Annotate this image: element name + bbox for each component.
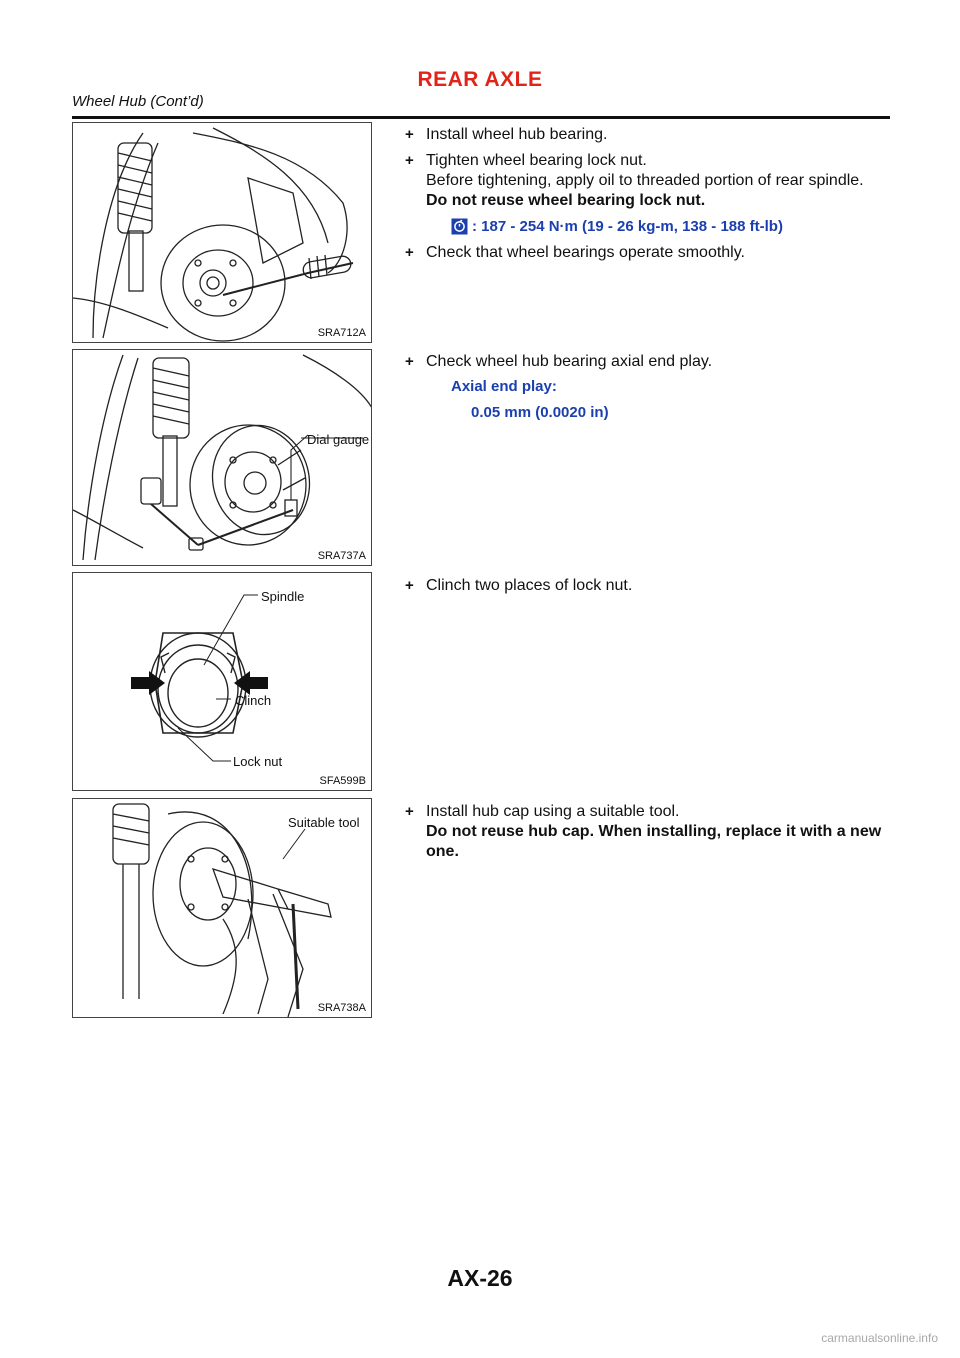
lock-nut-clinch-illustration xyxy=(73,573,372,791)
bullet: + xyxy=(405,152,414,169)
label-dial-gauge: Dial gauge xyxy=(307,432,370,447)
step-list-2 xyxy=(405,352,890,429)
figure-code: SRA712A xyxy=(317,327,366,339)
step-text: Check that wheel bearings operate smoothly. xyxy=(426,244,745,261)
step-text: Install wheel hub bearing. xyxy=(426,126,608,143)
figure-sra712a xyxy=(72,122,372,343)
bullet: + xyxy=(405,577,414,594)
torque-value: : 187 - 254 N·m (19 - 26 kg-m, 138 - 188 ft-lb) xyxy=(472,218,783,235)
step-item xyxy=(405,352,890,423)
torque-wrench-icon xyxy=(451,218,468,235)
section-title: REAR AXLE xyxy=(417,68,543,91)
figure-code: SRA737A xyxy=(317,550,366,562)
bullet: + xyxy=(405,126,414,143)
figure-sfa599b xyxy=(72,572,372,791)
figure-sra737a xyxy=(72,349,372,566)
header-divider xyxy=(72,116,890,119)
watermark: carmanualsonline.info xyxy=(821,1331,938,1345)
step-list-4 xyxy=(405,802,890,868)
step-text: Tighten wheel bearing lock nut. xyxy=(426,152,647,169)
label-spindle: Spindle xyxy=(261,589,305,604)
label-suitable-tool: Suitable tool xyxy=(288,815,360,830)
step-item xyxy=(405,125,890,145)
dial-gauge-illustration xyxy=(73,350,372,566)
step-text: Clinch two places of lock nut. xyxy=(426,577,633,594)
step-list-3 xyxy=(405,576,890,602)
bullet: + xyxy=(405,244,414,261)
step-text: Install hub cap using a suitable tool. xyxy=(426,803,680,820)
hub-cap-install-illustration xyxy=(73,799,372,1018)
spec-label: Axial end play: xyxy=(451,378,557,395)
figure-sra738a xyxy=(72,798,372,1018)
section-subtitle: Wheel Hub (Cont’d) xyxy=(72,93,204,110)
wheel-hub-tightening-illustration xyxy=(73,123,372,343)
torque-spec xyxy=(426,217,890,237)
step-item xyxy=(405,243,890,263)
spec-value: 0.05 mm (0.0020 in) xyxy=(471,404,609,421)
figure-code: SRA738A xyxy=(317,1002,366,1014)
step-item xyxy=(405,802,890,862)
step-detail: Before tightening, apply oil to threaded portion of rear spindle. xyxy=(426,172,864,189)
figure-code: SFA599B xyxy=(319,775,366,787)
page-number: AX-26 xyxy=(447,1265,513,1291)
bullet: + xyxy=(405,353,414,370)
step-item xyxy=(405,576,890,596)
step-list-1 xyxy=(405,125,890,269)
step-warning: Do not reuse wheel bearing lock nut. xyxy=(426,192,706,209)
step-text: Check wheel hub bearing axial end play. xyxy=(426,353,713,370)
label-lock-nut: Lock nut xyxy=(233,754,283,769)
step-item xyxy=(405,151,890,237)
bullet: + xyxy=(405,803,414,820)
label-clinch: Clinch xyxy=(235,693,272,708)
step-warning: Do not reuse hub cap. When installing, replace it with a new one. xyxy=(426,823,882,860)
